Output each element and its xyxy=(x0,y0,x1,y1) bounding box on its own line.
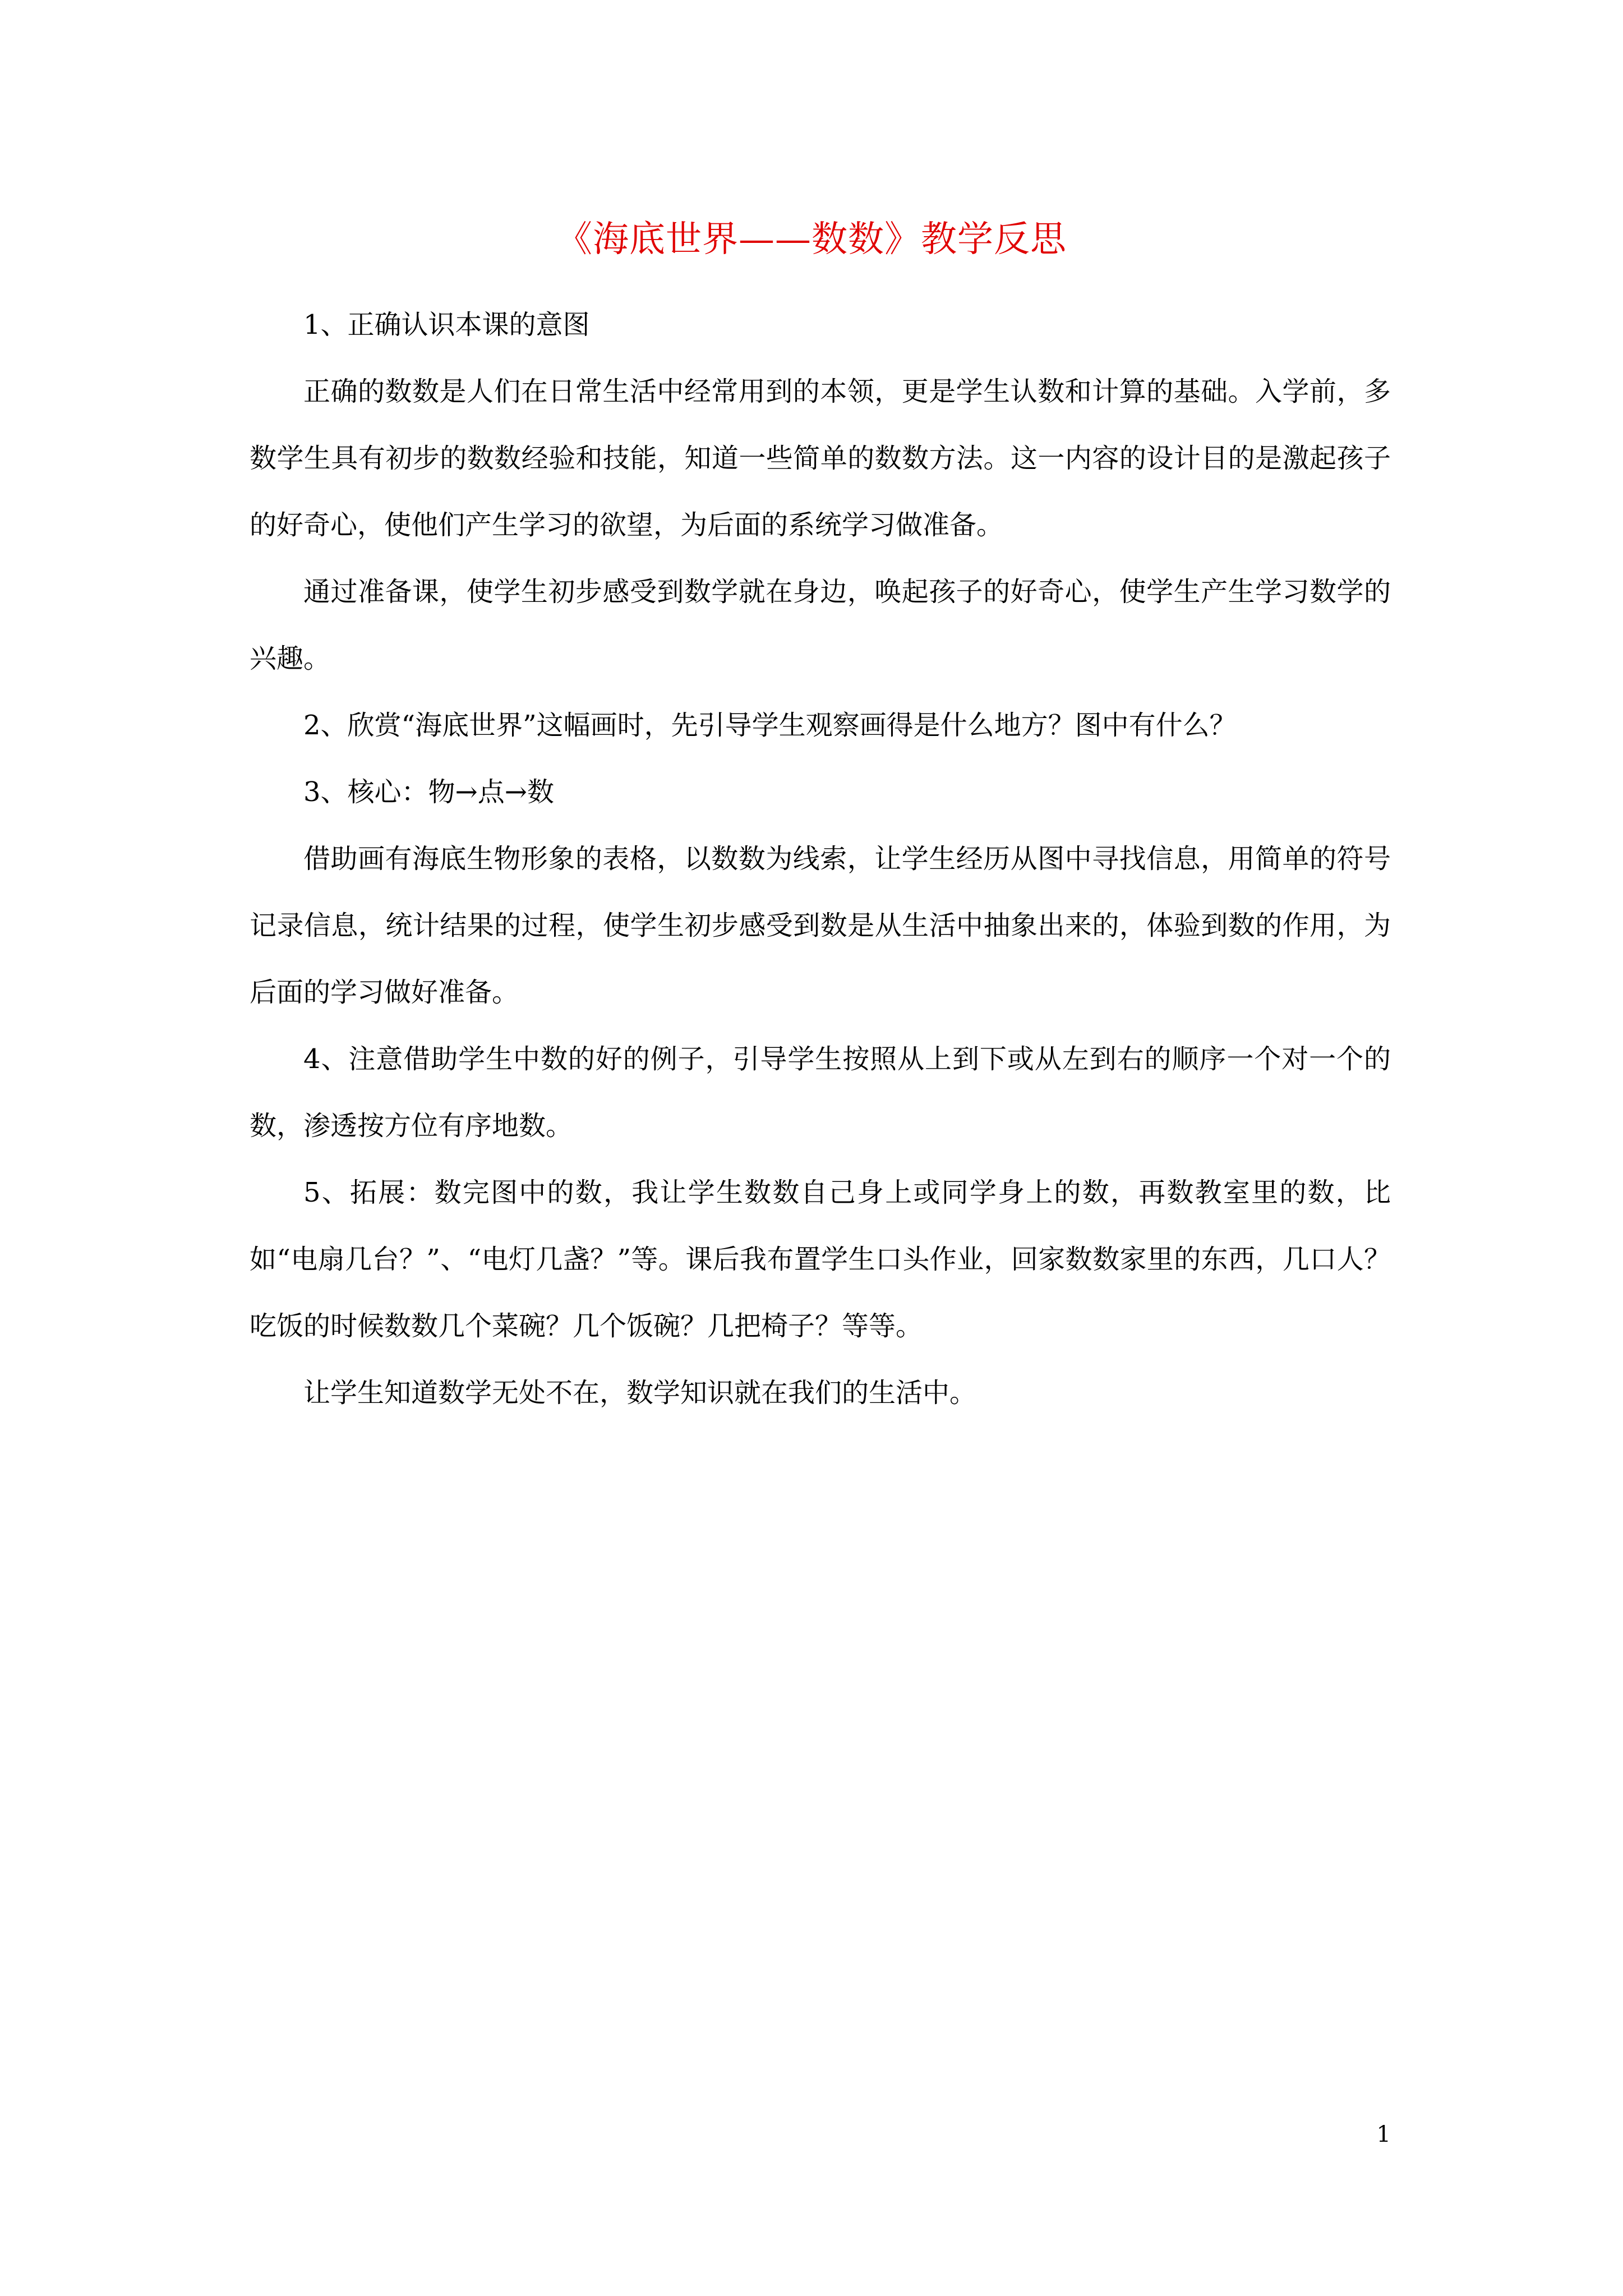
paragraph-7: 4、注意借助学生中数的好的例子，引导学生按照从上到下或从左到右的顺序一个对一个的数，渗透按方位有序地数。 xyxy=(250,1043,1391,1142)
document-body xyxy=(250,292,1391,1427)
page-number: 1 xyxy=(1376,2122,1391,2147)
paragraph-3: 通过准备课，使学生初步感受到数学就在身边，唤起孩子的好奇心，使学生产生学习数学的兴趣。 xyxy=(250,576,1391,674)
document-title: 《海底世界——数数》教学反思 xyxy=(556,219,1067,260)
paragraph-8: 5、拓展：数完图中的数，我让学生数数自己身上或同学身上的数，再数教室里的数，比如“电扇几台？”、“电灯几盏？”等。课后我布置学生口头作业，回家数数家里的东西，几口人？吃饭的时候数数几个菜碗？几个饭碗？几把椅子？等等。 xyxy=(250,1177,1391,1342)
paragraph-9: 让学生知道数学无处不在，数学知识就在我们的生活中。 xyxy=(303,1377,977,1409)
paragraph-5: 3、核心：物→点→数 xyxy=(303,776,554,808)
paragraph-4: 2、欣赏“海底世界”这幅画时，先引导学生观察画得是什么地方？图中有什么？ xyxy=(303,710,1237,741)
paragraph-2: 正确的数数是人们在日常生活中经常用到的本领，更是学生认数和计算的基础。入学前，多数学生具有初步的数数经验和技能，知道一些简单的数数方法。这一内容的设计目的是激起孩子的好奇心，使他们产生学习的欲望，为后面的系统学习做准备。 xyxy=(250,376,1391,541)
paragraph-6: 借助画有海底生物形象的表格，以数数为线索，让学生经历从图中寻找信息，用简单的符号记录信息，统计结果的过程，使学生初步感受到数是从生活中抽象出来的，体验到数的作用，为后面的学习做好准备。 xyxy=(250,843,1391,1008)
paragraph-1: 1、正确认识本课的意图 xyxy=(303,309,590,341)
